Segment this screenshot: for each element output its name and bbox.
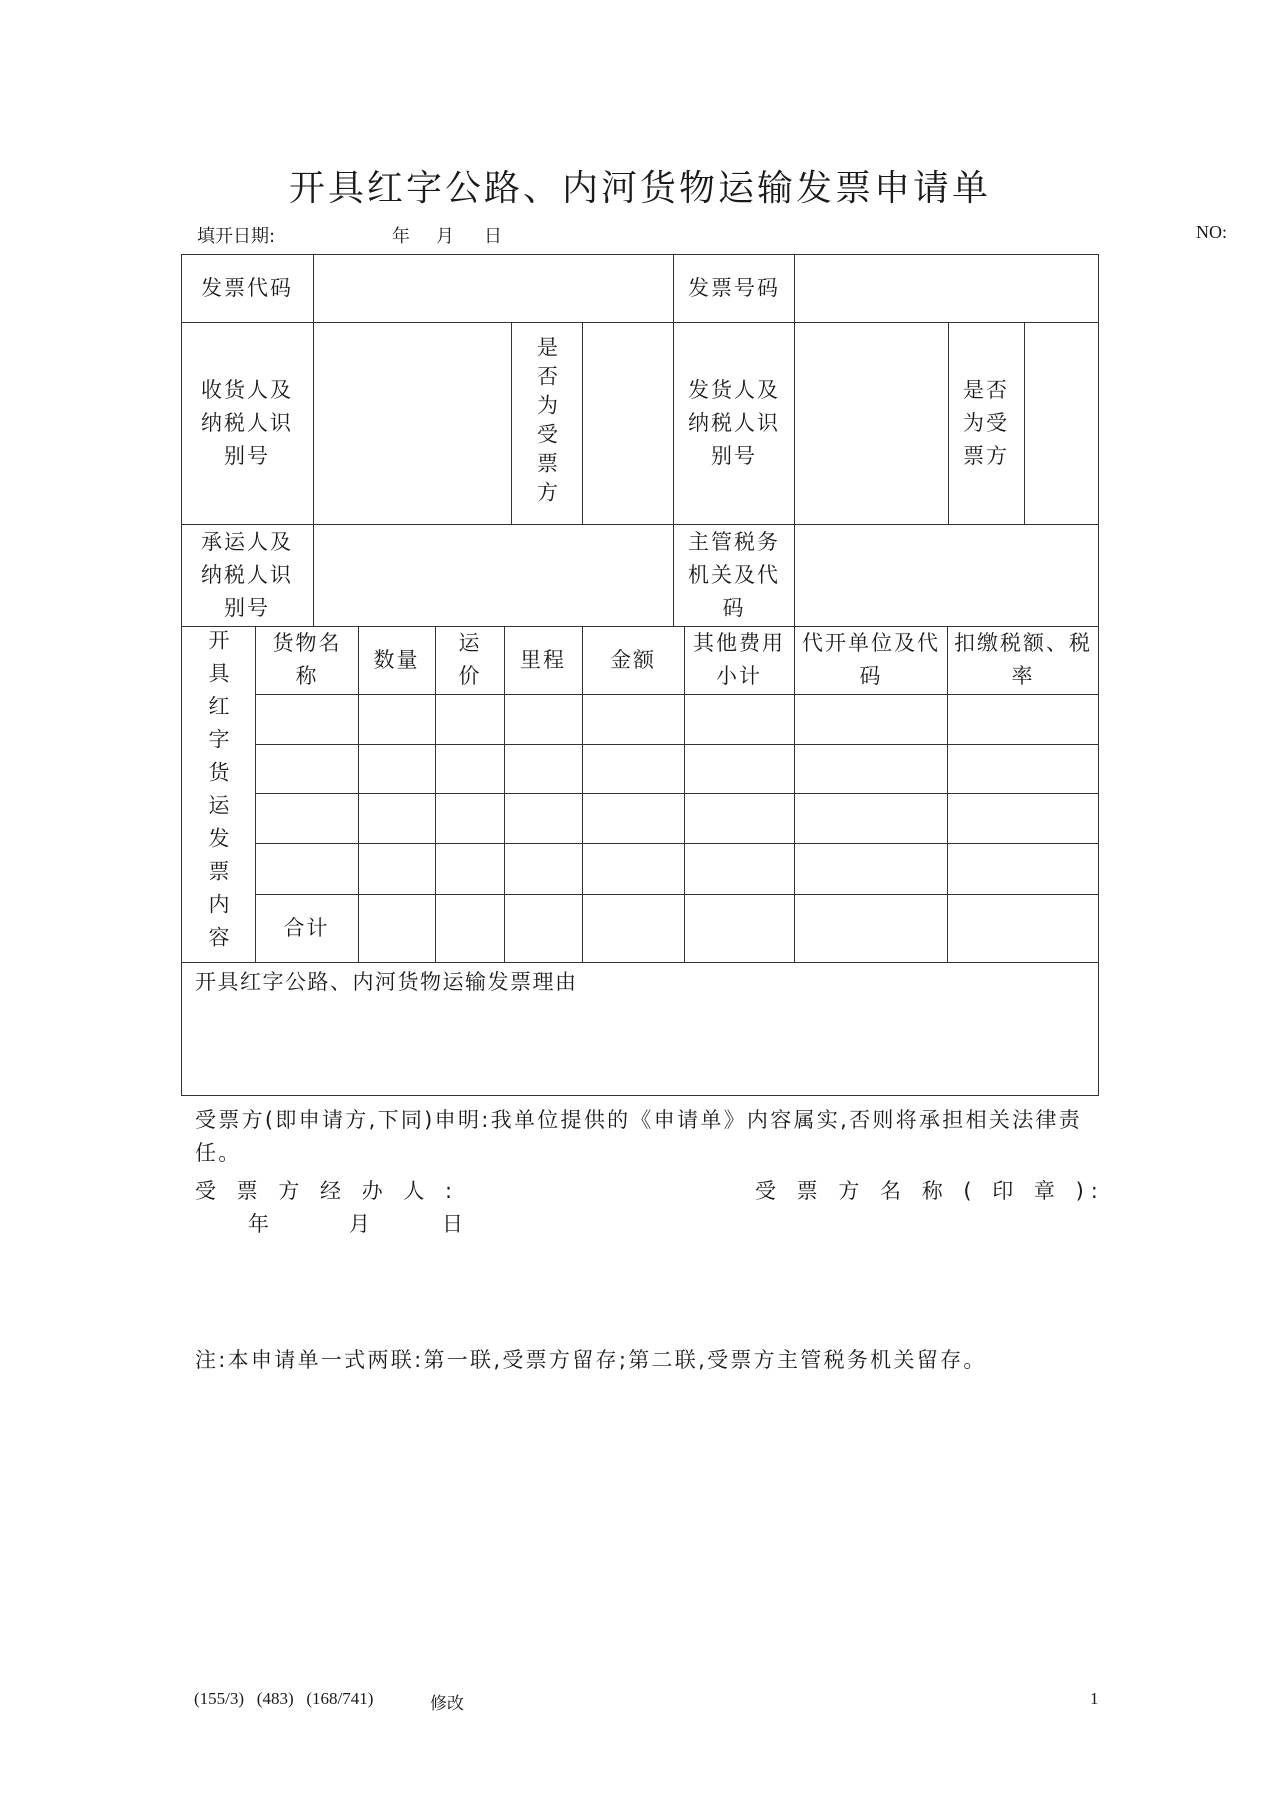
- declaration-date-year: 年: [248, 1212, 271, 1236]
- consignee-is-recipient-label: 是否为受票方: [534, 336, 559, 510]
- header-amount: 金额: [610, 647, 656, 672]
- handler-label: 受 票 方 经 办 人 :: [195, 1179, 460, 1203]
- tax-authority-field[interactable]: [794, 524, 1099, 626]
- fill-date-day: 日: [484, 226, 502, 247]
- consignee-is-recipient-field[interactable]: [582, 322, 673, 524]
- footer-references: (155/3) (483) (168/741): [194, 1689, 374, 1708]
- shipper-is-recipient-field[interactable]: [1024, 322, 1099, 524]
- invoice-number-label: 发票号码: [688, 275, 780, 300]
- header-withholding-tax: 扣缴税额、税率: [954, 631, 1092, 688]
- page-number: 1: [1090, 1689, 1099, 1708]
- header-goods-name: 货物名称: [272, 631, 342, 688]
- shipper-field[interactable]: [794, 322, 948, 524]
- carrier-label: 承运人及纳税人识别号: [201, 529, 293, 620]
- row-divider: [181, 962, 1099, 963]
- page-title: 开具红字公路、内河货物运输发票申请单: [288, 168, 991, 209]
- total-label: 合计: [283, 915, 330, 940]
- declaration-statement: 受票方(即申请方,下同)申明:我单位提供的《申请单》内容属实,否则将承担相关法律责任。: [195, 1108, 1083, 1165]
- tax-authority-label: 主管税务机关及代码: [688, 529, 780, 620]
- carrier-field[interactable]: [313, 524, 673, 626]
- table-row[interactable]: [255, 744, 1099, 793]
- invoice-code-label: 发票代码: [201, 275, 293, 300]
- consignee-field[interactable]: [313, 322, 511, 524]
- header-agent-unit: 代开单位及代码: [802, 631, 940, 688]
- header-freight-rate: 运价: [458, 631, 482, 688]
- header-mileage: 里程: [520, 647, 566, 672]
- declaration-date-day: 日: [442, 1212, 465, 1236]
- col-divider: [673, 254, 674, 626]
- footer-revision: 修改: [430, 1694, 464, 1713]
- table-row[interactable]: [255, 793, 1099, 843]
- shipper-label: 发货人及纳税人识别号: [688, 377, 780, 468]
- fill-date-month: 月: [436, 226, 454, 247]
- header-quantity: 数量: [373, 647, 420, 672]
- header-other-fees: 其他费用小计: [693, 631, 785, 688]
- consignee-label: 收货人及纳税人识别号: [201, 377, 293, 468]
- invoice-code-field[interactable]: [313, 254, 673, 322]
- col-divider: [948, 322, 949, 524]
- reason-field[interactable]: [181, 1000, 1099, 1096]
- fill-date-label: 填开日期:: [197, 226, 276, 247]
- name-seal-label: 受 票 方 名 称 ( 印 章 ):: [755, 1179, 1105, 1203]
- table-row[interactable]: [255, 843, 1099, 894]
- invoice-number-field[interactable]: [794, 254, 1099, 322]
- section-label: 开具红字货运发票内容: [206, 629, 230, 959]
- note-text: 注:本申请单一式两联:第一联,受票方留存;第二联,受票方主管税务机关留存。: [195, 1348, 987, 1372]
- table-row[interactable]: [255, 694, 1099, 744]
- total-row-fields[interactable]: [358, 894, 1099, 962]
- reason-label: 开具红字公路、内河货物运输发票理由: [195, 970, 578, 994]
- number-label: NO:: [1196, 222, 1227, 242]
- declaration-date-month: 月: [349, 1212, 372, 1236]
- shipper-is-recipient-label: 是否为受票方: [963, 377, 1009, 468]
- fill-date-year: 年: [392, 226, 410, 247]
